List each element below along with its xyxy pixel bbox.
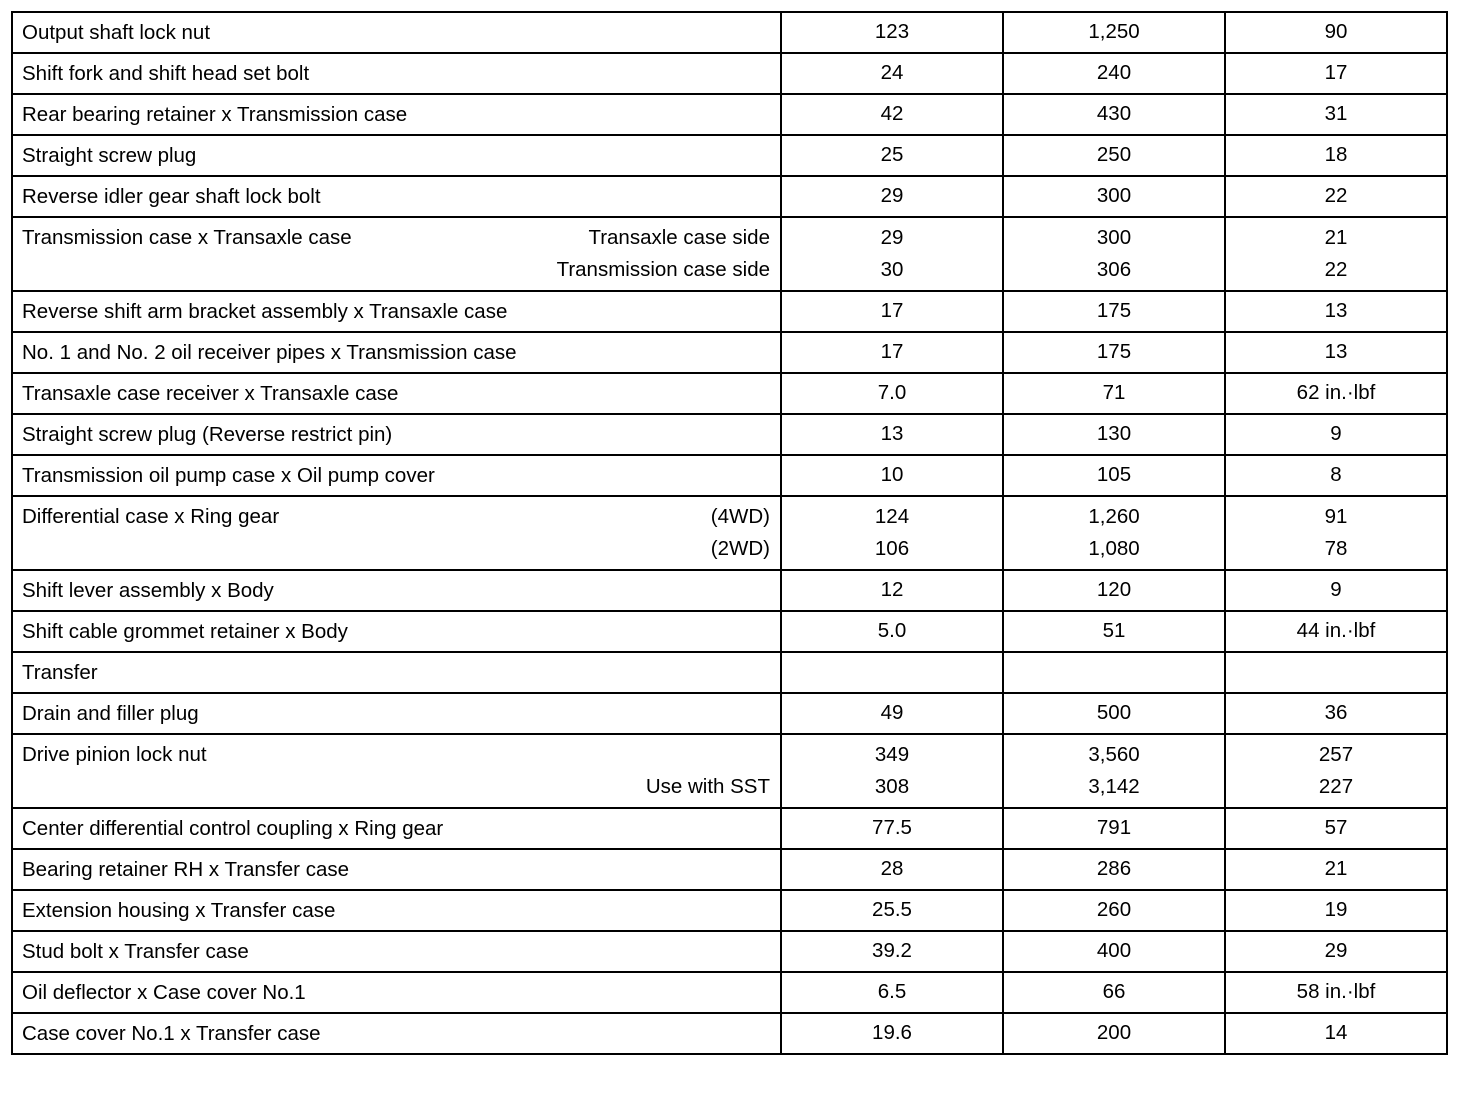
- torque-nm: 10: [781, 455, 1003, 496]
- torque-nm: 19.6: [781, 1013, 1003, 1054]
- torque-ft-lbf: 21 22: [1225, 217, 1447, 291]
- part-sub-label: (4WD): [710, 505, 770, 528]
- torque-ft-lbf: 9: [1225, 414, 1447, 455]
- torque-kgf-cm: 240: [1003, 53, 1225, 94]
- torque-ft-lbf: 9: [1225, 570, 1447, 611]
- torque-nm: 39.2: [781, 931, 1003, 972]
- part-description: Shift cable grommet retainer x Body: [12, 611, 781, 652]
- part-sub-label: (2WD): [710, 537, 770, 560]
- torque-kgf-cm: 1,260 1,080: [1003, 496, 1225, 570]
- torque-kgf-cm: 1,250: [1003, 12, 1225, 53]
- torque-ft-lbf: 14: [1225, 1013, 1447, 1054]
- torque-nm: 25.5: [781, 890, 1003, 931]
- torque-kgf-cm: 791: [1003, 808, 1225, 849]
- torque-nm: 6.5: [781, 972, 1003, 1013]
- torque-kgf-cm: 250: [1003, 135, 1225, 176]
- torque-nm: 29: [781, 176, 1003, 217]
- torque-ft-lbf: 13: [1225, 332, 1447, 373]
- table-row: [12, 12, 1447, 53]
- torque-ft-lbf: 8: [1225, 455, 1447, 496]
- part-label: Drive pinion lock nut: [22, 743, 207, 766]
- torque-kgf-cm: 66: [1003, 972, 1225, 1013]
- torque-ft-lbf: 257 227: [1225, 734, 1447, 808]
- torque-ft-lbf: 58 in.·lbf: [1225, 972, 1447, 1013]
- torque-kgf-cm: 51: [1003, 611, 1225, 652]
- torque-kgf-cm: 200: [1003, 1013, 1225, 1054]
- table-row: [12, 890, 1447, 931]
- table-row: [12, 734, 1447, 808]
- part-description: Reverse idler gear shaft lock bolt: [12, 176, 781, 217]
- torque-ft-lbf: 31: [1225, 94, 1447, 135]
- torque-kgf-cm: 300: [1003, 176, 1225, 217]
- torque-nm: [781, 652, 1003, 693]
- torque-kgf-cm: [1003, 652, 1225, 693]
- table-row: [12, 1013, 1447, 1054]
- torque-ft-lbf: 91 78: [1225, 496, 1447, 570]
- part-description: Case cover No.1 x Transfer case: [12, 1013, 781, 1054]
- torque-ft-lbf: [1225, 652, 1447, 693]
- torque-ft-lbf: 22: [1225, 176, 1447, 217]
- part-label: Transmission case x Transaxle case: [22, 226, 352, 249]
- torque-specification-table: [11, 11, 1448, 1055]
- part-description: Straight screw plug: [12, 135, 781, 176]
- torque-nm: 42: [781, 94, 1003, 135]
- part-description: Shift fork and shift head set bolt: [12, 53, 781, 94]
- torque-nm: 17: [781, 332, 1003, 373]
- table-row: [12, 693, 1447, 734]
- torque-nm: 29 30: [781, 217, 1003, 291]
- table-row: [12, 972, 1447, 1013]
- torque-kgf-cm: 430: [1003, 94, 1225, 135]
- part-description: Stud bolt x Transfer case: [12, 931, 781, 972]
- part-sub-label: Transaxle case side: [588, 226, 770, 249]
- torque-nm: 12: [781, 570, 1003, 611]
- torque-ft-lbf: 13: [1225, 291, 1447, 332]
- torque-ft-lbf: 19: [1225, 890, 1447, 931]
- torque-kgf-cm: 105: [1003, 455, 1225, 496]
- table-row: [12, 611, 1447, 652]
- torque-nm: 24: [781, 53, 1003, 94]
- torque-nm: 5.0: [781, 611, 1003, 652]
- part-description: [12, 496, 781, 570]
- part-description: [12, 217, 781, 291]
- torque-kgf-cm: 3,560 3,142: [1003, 734, 1225, 808]
- torque-kgf-cm: 175: [1003, 291, 1225, 332]
- torque-ft-lbf: 44 in.·lbf: [1225, 611, 1447, 652]
- table-row: [12, 849, 1447, 890]
- torque-ft-lbf: 36: [1225, 693, 1447, 734]
- table-row: [12, 455, 1447, 496]
- torque-nm: 124 106: [781, 496, 1003, 570]
- torque-ft-lbf: 18: [1225, 135, 1447, 176]
- table-row: [12, 808, 1447, 849]
- section-header-row: [12, 652, 1447, 693]
- table-row: [12, 570, 1447, 611]
- part-description: Shift lever assembly x Body: [12, 570, 781, 611]
- torque-nm: 28: [781, 849, 1003, 890]
- torque-ft-lbf: 29: [1225, 931, 1447, 972]
- part-description: [12, 734, 781, 808]
- torque-kgf-cm: 71: [1003, 373, 1225, 414]
- torque-kgf-cm: 175: [1003, 332, 1225, 373]
- table-row: [12, 135, 1447, 176]
- part-label: Differential case x Ring gear: [22, 505, 280, 528]
- table-row: [12, 931, 1447, 972]
- torque-kgf-cm: 400: [1003, 931, 1225, 972]
- torque-nm: 77.5: [781, 808, 1003, 849]
- torque-nm: 49: [781, 693, 1003, 734]
- table-row: [12, 496, 1447, 570]
- torque-ft-lbf: 17: [1225, 53, 1447, 94]
- part-description: No. 1 and No. 2 oil receiver pipes x Transmission case: [12, 332, 781, 373]
- table-row: [12, 94, 1447, 135]
- torque-nm: 7.0: [781, 373, 1003, 414]
- torque-ft-lbf: 62 in.·lbf: [1225, 373, 1447, 414]
- part-sub-label: Use with SST: [645, 775, 770, 798]
- torque-kgf-cm: 120: [1003, 570, 1225, 611]
- part-sub-label: Transmission case side: [556, 258, 770, 281]
- torque-ft-lbf: 90: [1225, 12, 1447, 53]
- torque-ft-lbf: 57: [1225, 808, 1447, 849]
- part-description: Extension housing x Transfer case: [12, 890, 781, 931]
- torque-kgf-cm: 286: [1003, 849, 1225, 890]
- torque-nm: 17: [781, 291, 1003, 332]
- table-row: [12, 414, 1447, 455]
- torque-kgf-cm: 500: [1003, 693, 1225, 734]
- part-description: Straight screw plug (Reverse restrict pin): [12, 414, 781, 455]
- torque-ft-lbf: 21: [1225, 849, 1447, 890]
- part-description: Center differential control coupling x Ring gear: [12, 808, 781, 849]
- torque-kgf-cm: 130: [1003, 414, 1225, 455]
- part-description: Rear bearing retainer x Transmission case: [12, 94, 781, 135]
- part-description: Output shaft lock nut: [12, 12, 781, 53]
- torque-nm: 123: [781, 12, 1003, 53]
- table-row: [12, 176, 1447, 217]
- table-row: [12, 373, 1447, 414]
- torque-kgf-cm: 260: [1003, 890, 1225, 931]
- table-row: [12, 53, 1447, 94]
- part-description: Drain and filler plug: [12, 693, 781, 734]
- part-description: Transmission oil pump case x Oil pump cover: [12, 455, 781, 496]
- part-description: Reverse shift arm bracket assembly x Transaxle case: [12, 291, 781, 332]
- part-description: Bearing retainer RH x Transfer case: [12, 849, 781, 890]
- torque-nm: 349 308: [781, 734, 1003, 808]
- torque-nm: 25: [781, 135, 1003, 176]
- section-title: Transfer: [12, 652, 781, 693]
- table-row: [12, 217, 1447, 291]
- part-description: Transaxle case receiver x Transaxle case: [12, 373, 781, 414]
- table-row: [12, 291, 1447, 332]
- torque-nm: 13: [781, 414, 1003, 455]
- torque-kgf-cm: 300 306: [1003, 217, 1225, 291]
- table-row: [12, 332, 1447, 373]
- part-description: Oil deflector x Case cover No.1: [12, 972, 781, 1013]
